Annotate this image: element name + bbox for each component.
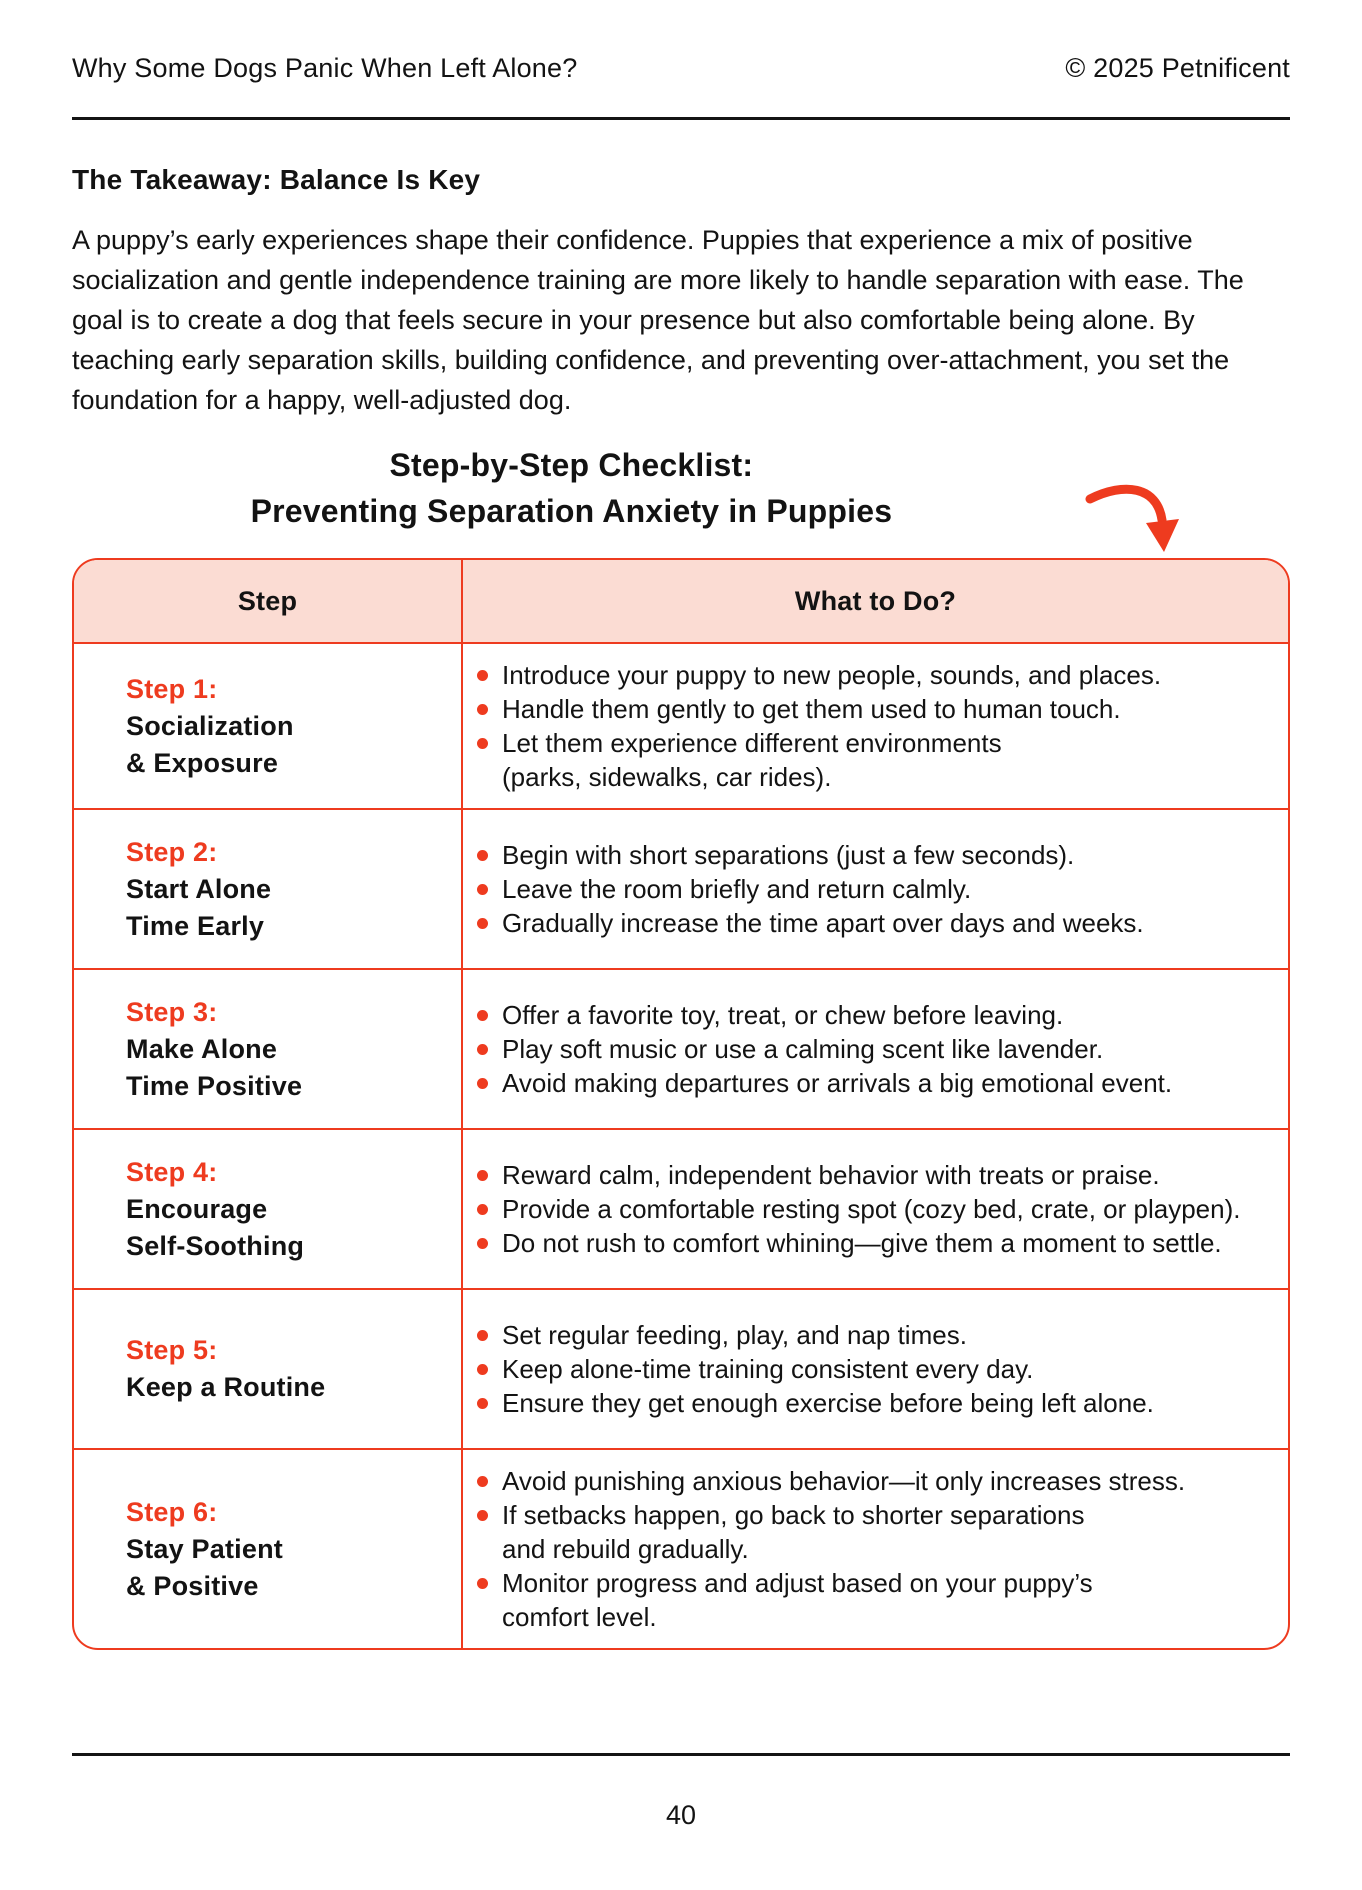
table-row [74,968,1288,1128]
bullet-list [477,1464,1264,1634]
checklist-bullet [477,658,1264,692]
bullet-list [477,838,1264,940]
checklist-table [72,558,1290,1650]
checklist-bullet [477,1066,1264,1100]
page-header [72,53,1290,84]
bullet-text: Leave the room briefly and return calmly. [502,874,972,904]
step-cell [74,1290,463,1448]
checklist-title-line2: Preventing Separation Anxiety in Puppies [250,493,893,529]
bullet-dot-icon [477,1398,488,1409]
step-number-label: Step 1: [126,673,218,704]
step-cell [74,644,463,808]
checklist-bullet [477,1192,1264,1226]
checklist-bullet [477,1226,1264,1260]
step-cell [74,1450,463,1648]
bullet-dot-icon [477,1330,488,1341]
table-header-row [74,560,1288,642]
checklist-title-line1: Step-by-Step Checklist: [389,447,754,483]
bullet-dot-icon [477,1364,488,1375]
what-to-do-cell [463,644,1288,808]
bullet-dot-icon [477,704,488,715]
step-number-label: Step 2: [126,836,218,867]
bullet-text: Introduce your puppy to new people, sounds, and places. [502,660,1162,690]
bullet-dot-icon [477,1578,488,1589]
checklist-bullet [477,692,1264,726]
step-name-label: Socialization & Exposure [126,710,294,778]
step-name-label: Encourage Self-Soothing [126,1193,305,1261]
bullet-dot-icon [477,884,488,895]
what-to-do-cell [463,970,1288,1128]
bullet-dot-icon [477,850,488,861]
curved-arrow-icon [1084,482,1186,556]
checklist-bullet [477,1352,1264,1386]
bullet-dot-icon [477,1204,488,1215]
bullet-dot-icon [477,918,488,929]
bullet-text: Reward calm, independent behavior with treats or praise. [502,1160,1160,1190]
step-number-label: Step 3: [126,996,218,1027]
checklist-bullet [477,1032,1264,1066]
checklist-bullet [477,1318,1264,1352]
bullet-text: Monitor progress and adjust based on your puppy’s comfort level. [502,1568,1093,1632]
section-heading: The Takeaway: Balance Is Key [72,164,481,195]
bullet-text: Keep alone-time training consistent every day. [502,1354,1034,1384]
bullet-dot-icon [477,1170,488,1181]
bullet-dot-icon [477,1476,488,1487]
step-name-label: Make Alone Time Positive [126,1033,303,1101]
bullet-list [477,998,1264,1100]
what-to-do-cell [463,1450,1288,1648]
table-row [74,1128,1288,1288]
takeaway-paragraph: A puppy’s early experiences shape their confidence. Puppies that experience a mix of positive socialization and gentle independence training are more likely to handle separation with ease. The goal is to create a dog that feels secure in your presence but also comfortable being alone. By teaching early separation skills, building confidence, and preventing over-attachment, you set the foundation for a happy, well-adjusted dog. [72,225,1244,415]
table-row [74,642,1288,808]
what-to-do-cell [463,1290,1288,1448]
bullet-text: Offer a favorite toy, treat, or chew before leaving. [502,1000,1064,1030]
step-number-label: Step 5: [126,1335,218,1365]
table-header-what-to-do: What to Do? [794,585,957,616]
copyright-notice: © 2025 Petnificent [1065,53,1290,83]
bullet-dot-icon [477,738,488,749]
bullet-dot-icon [477,1078,488,1089]
bullet-text: Begin with short separations (just a few seconds). [502,840,1075,870]
header-divider [72,117,1290,120]
bullet-list [477,1158,1264,1260]
checklist-bullet [477,998,1264,1032]
checklist-bullet [477,1158,1264,1192]
bullet-text: Provide a comfortable resting spot (cozy bed, crate, or playpen). [502,1194,1241,1224]
step-name-label: Stay Patient & Positive [126,1533,283,1601]
checklist-bullet [477,1566,1264,1634]
table-row [74,808,1288,968]
checklist-bullet [477,1498,1264,1566]
bullet-dot-icon [477,1044,488,1055]
step-cell [74,810,463,968]
checklist-title [72,442,1071,534]
step-cell [74,970,463,1128]
table-body [74,642,1288,1648]
bullet-text: Avoid making departures or arrivals a big emotional event. [502,1068,1173,1098]
step-cell [74,1130,463,1288]
bullet-text: Do not rush to comfort whining—give them a moment to settle. [502,1228,1222,1258]
bullet-text: If setbacks happen, go back to shorter separations and rebuild gradually. [502,1500,1085,1564]
table-row [74,1448,1288,1648]
checklist-bullet [477,906,1264,940]
table-row [74,1288,1288,1448]
bullet-text: Handle them gently to get them used to human touch. [502,694,1121,724]
bullet-text: Set regular feeding, play, and nap times. [502,1320,967,1350]
step-number-label: Step 4: [126,1156,218,1187]
footer-divider [72,1753,1290,1756]
checklist-bullet [477,726,1264,794]
document-title: Why Some Dogs Panic When Left Alone? [72,53,578,83]
step-name-label: Start Alone Time Early [126,873,272,941]
step-number-label: Step 6: [126,1496,218,1527]
checklist-title-block [72,442,1290,554]
what-to-do-cell [463,1130,1288,1288]
what-to-do-cell [463,810,1288,968]
bullet-text: Avoid punishing anxious behavior—it only increases stress. [502,1466,1186,1496]
bullet-list [477,658,1264,794]
bullet-text: Let them experience different environments (parks, sidewalks, car rides). [502,728,1002,792]
table-header-step: Step [74,560,463,642]
step-name-label: Keep a Routine [126,1372,326,1402]
checklist-bullet [477,1386,1264,1420]
bullet-text: Ensure they get enough exercise before being left alone. [502,1388,1154,1418]
checklist-bullet [477,872,1264,906]
page-number: 40 [665,1800,697,1830]
bullet-dot-icon [477,1238,488,1249]
bullet-dot-icon [477,1510,488,1521]
bullet-list [477,1318,1264,1420]
bullet-dot-icon [477,670,488,681]
checklist-bullet [477,838,1264,872]
bullet-text: Gradually increase the time apart over days and weeks. [502,908,1144,938]
bullet-dot-icon [477,1010,488,1021]
bullet-text: Play soft music or use a calming scent like lavender. [502,1034,1104,1064]
checklist-bullet [477,1464,1264,1498]
